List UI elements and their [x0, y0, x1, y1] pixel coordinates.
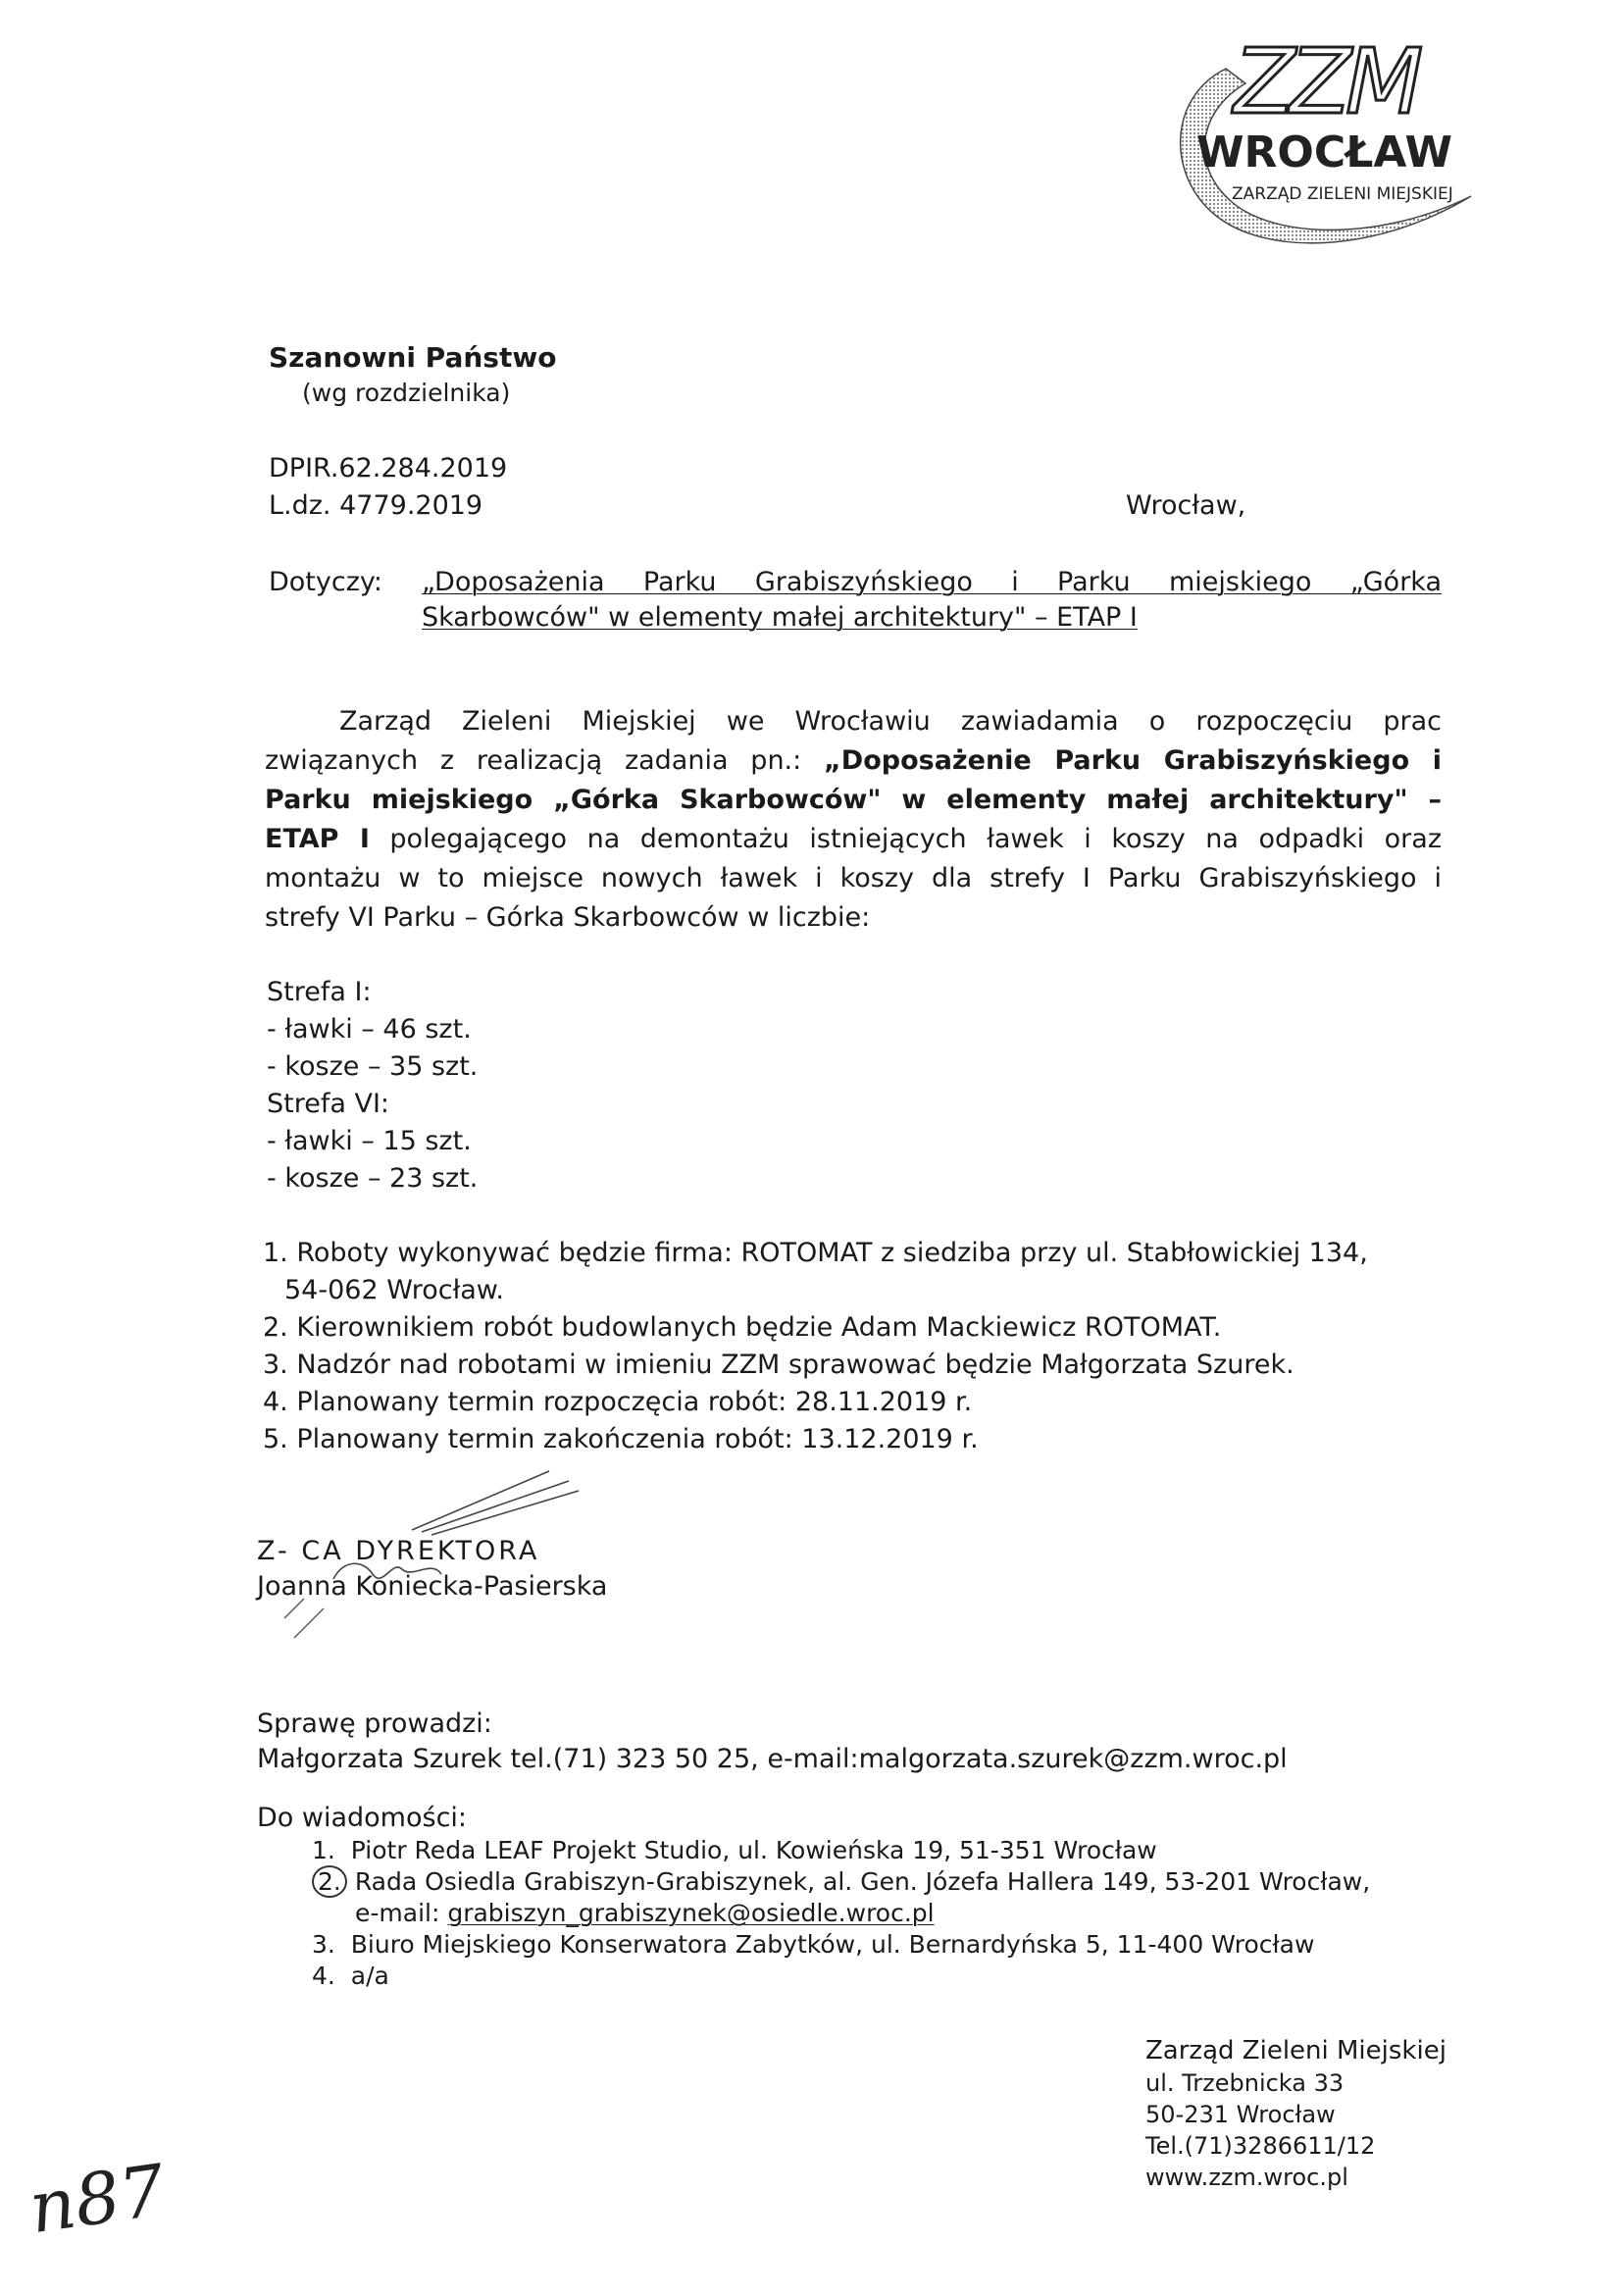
- point-3: 3. Nadzór nad robotami w imieniu ZZM sprawować będzie Małgorzata Szurek.: [263, 1350, 1294, 1380]
- body-line-1: Zarząd Zieleni Miejskiej we Wrocławiu zawiadamia o rozpoczęciu prac: [339, 706, 1442, 737]
- distribution-item: 3. Biuro Miejskiego Konserwatora Zabytków, ul. Bernardyńska 5, 11-400 Wrocław: [312, 1930, 1315, 1959]
- subject-label: Dotyczy:: [269, 567, 383, 597]
- point-2: 2. Kierownikiem robót budowlanych będzie Adam Mackiewicz ROTOMAT.: [263, 1312, 1222, 1343]
- handler-label: Sprawę prowadzi:: [257, 1708, 492, 1739]
- distribution-item: 1. Piotr Reda LEAF Projekt Studio, ul. Kowieńska 19, 51-351 Wrocław: [312, 1836, 1157, 1864]
- footer-phone: Tel.(71)3286611/12: [1145, 2132, 1376, 2160]
- zone-2-name: Strefa VI:: [267, 1089, 390, 1119]
- point-4: 4. Planowany termin rozpoczęcia robót: 28.11.2019 r.: [263, 1387, 973, 1417]
- handler-contact: Małgorzata Szurek tel.(71) 323 50 25, e-mail:malgorzata.szurek@zzm.wroc.pl: [257, 1744, 1288, 1774]
- logo-city: WROCŁAW: [1196, 127, 1452, 178]
- body-line-6: strefy VI Parku – Górka Skarbowców w liczbie:: [265, 902, 871, 933]
- document-ldz: L.dz. 4779.2019: [269, 490, 483, 521]
- footer-city: 50-231 Wrocław: [1145, 2101, 1336, 2128]
- zone-1-name: Strefa I:: [267, 977, 372, 1007]
- subject-line-2: Skarbowców" w elementy małej architektury" – ETAP I: [422, 602, 1138, 633]
- point-5: 5. Planowany termin zakończenia robót: 13.12.2019 r.: [263, 1424, 979, 1454]
- document-place: Wrocław,: [1126, 490, 1246, 521]
- zone-1-item: - kosze – 35 szt.: [267, 1051, 479, 1082]
- footer-street: ul. Trzebnicka 33: [1145, 2069, 1345, 2097]
- email-link[interactable]: grabiszyn_grabiszynek@osiedle.wroc.pl: [447, 1899, 935, 1927]
- body-line-4: ETAP I polegającego na demontażu istniejących ławek i koszy na odpadki oraz: [265, 824, 1442, 854]
- recipient-note: (wg rozdzielnika): [302, 379, 511, 407]
- signature-name: Joanna Koniecka-Pasierska: [257, 1571, 608, 1602]
- zone-2-item: - kosze – 23 szt.: [267, 1163, 479, 1194]
- logo-mark: ZZM: [1234, 29, 1418, 134]
- document-sign: DPIR.62.284.2019: [269, 453, 508, 484]
- body-line-3: Parku miejskiego „Górka Skarbowców" w elementy małej architektury" –: [265, 785, 1442, 815]
- body-line-5: montażu w to miejsce nowych ławek i koszy dla strefy I Parku Grabiszyńskiego i: [265, 863, 1442, 893]
- signature-role: Z- CA DYREKTORA: [257, 1536, 540, 1566]
- distribution-item: e-mail: grabiszyn_grabiszynek@osiedle.wroc.pl: [355, 1899, 935, 1927]
- distribution-item: 2. Rada Osiedla Grabiszyn-Grabiszynek, al. Gen. Józefa Hallera 149, 53-201 Wrocław,: [312, 1867, 1370, 1896]
- handwritten-note: n87: [24, 2148, 171, 2250]
- zzm-logo: [1157, 29, 1491, 284]
- subject-line-1: „Doposażenia Parku Grabiszyńskiego i Parku miejskiego „Górka: [422, 567, 1442, 597]
- point-1: 1. Roboty wykonywać będzie firma: ROTOMAT z siedziba przy ul. Stabłowickiej 134,: [263, 1238, 1368, 1268]
- logo-subtitle: ZARZĄD ZIELENI MIEJSKIEJ: [1232, 184, 1453, 204]
- footer-website[interactable]: www.zzm.wroc.pl: [1145, 2164, 1348, 2191]
- footer-org: Zarząd Zieleni Miejskiej: [1145, 2036, 1446, 2065]
- recipient-title: Szanowni Państwo: [269, 341, 557, 374]
- distribution-label: Do wiadomości:: [257, 1803, 468, 1833]
- body-line-2: związanych z realizacją zadania pn.: „Doposażenie Parku Grabiszyńskiego i: [265, 745, 1442, 776]
- distribution-item: 4. a/a: [312, 1962, 389, 1990]
- zone-1-item: - ławki – 46 szt.: [267, 1014, 472, 1045]
- zone-2-item: - ławki – 15 szt.: [267, 1126, 472, 1156]
- point-1-cont: 54-062 Wrocław.: [284, 1275, 504, 1305]
